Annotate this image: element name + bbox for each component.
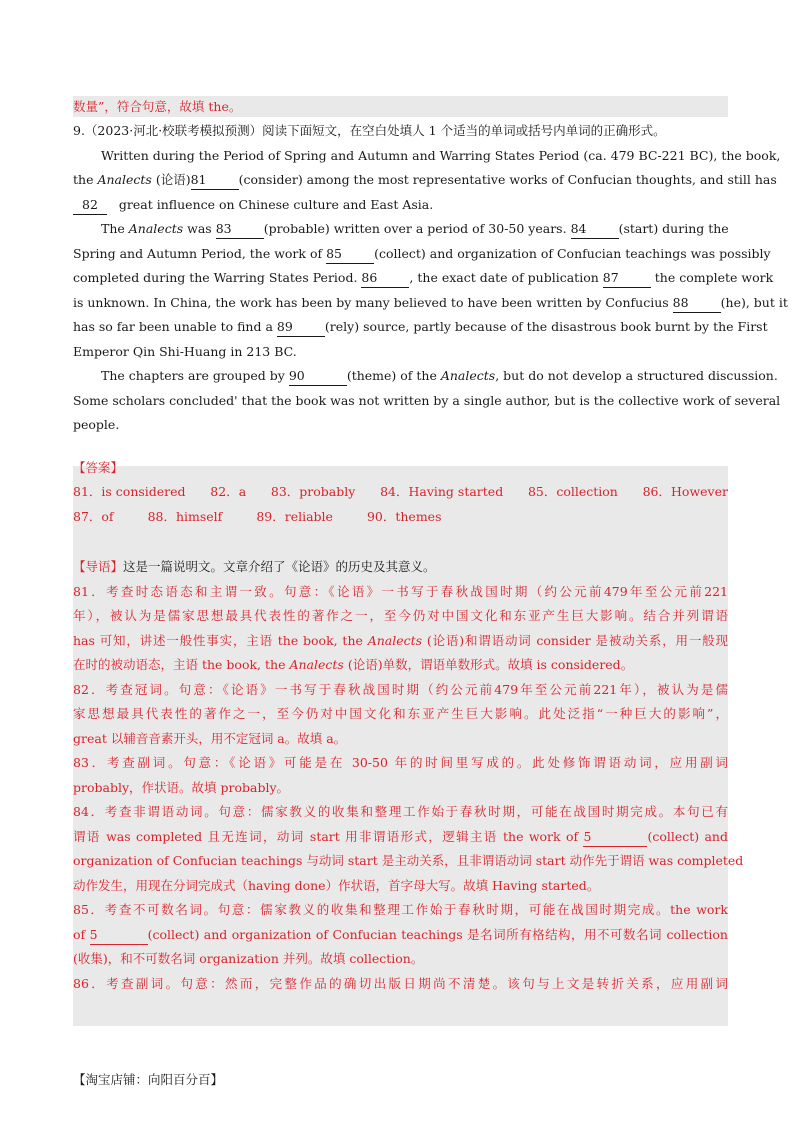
answer-82: 82．a — [210, 484, 247, 499]
p2-line-4: is unknown. In China, the work has been by many believed to have been written by Confucius 88 (he), but it — [73, 291, 728, 316]
p3-line-3: people. — [73, 417, 120, 432]
p2-line-2: Spring and Autumn Period, the work of 85 (collect) and organization of Confucian teachings was possibly — [73, 242, 728, 267]
answer-84: 84．Having started — [380, 484, 504, 499]
guide-text: 这是一篇说明文。文章介绍了《论语》的历史及其意义。 — [123, 559, 436, 574]
exp-84-line-4: 动作发生，用现在分词完成式（having done）作状语，首字母大写。故填 Having started。 — [73, 877, 600, 893]
answer-83: 83．probably — [270, 484, 356, 499]
p2-line-5: has so far been unable to find a 89 (rely) source, partly because of the disastrous book burnt by the First — [73, 315, 728, 340]
blank-88: 88 — [673, 294, 721, 313]
guide-tag: 【导语】 — [73, 559, 124, 574]
exp-81-line-2: 年），被认为是儒家思想最具代表性的著作之一，至今仍对中国文化和东亚产生巨大影响。结合并列谓语 — [73, 608, 728, 623]
exp-82-line-1: 82．考查冠词。句意：《论语》一书写于春秋战国时期（约公元前479年至公元前221年），被认为是儒 — [73, 681, 728, 697]
blank-84: 84 — [571, 220, 619, 239]
document-page — [73, 96, 788, 996]
top-line: 数量”，符合句意，故填 the。 — [73, 99, 242, 114]
p3-line-1: The chapters are grouped by 90 (theme) of the Analects, but do not develop a structured discussion. — [73, 364, 728, 389]
blank-5-a: 5 — [583, 828, 647, 847]
p2-line-3: completed during the Warring States Period. 86 , the exact date of publication 87 the complete work — [73, 266, 728, 291]
answer-row-2 — [73, 505, 728, 530]
exp-84-line-2: 谓语 was completed 且无连词，动词 start 用非谓语形式，逻辑主语 the work of 5 (collect) and — [73, 825, 728, 850]
exp-85-line-1: 85．考查不可数名词。句意：儒家教义的收集和整理工作始于春秋时期，可能在战国时期完成。the work — [73, 902, 728, 917]
answer-section — [73, 456, 744, 997]
blank-82: 82 — [73, 196, 107, 215]
blank-5-b: 5 — [90, 926, 148, 945]
exp-82-line-2: 家思想最具代表性的著作之一，至今仍对中国文化和东亚产生巨大影响。此处泛指“一种巨大的影响”， — [73, 706, 728, 721]
answer-90: 90．themes — [366, 508, 442, 524]
exp-81-line-3: has 可知，讲述一般性事实，主语 the book, the Analects (论语)和谓语动词 consider 是被动关系，用一般现 — [73, 632, 728, 648]
p1-line-1: Written during the Period of Spring and Autumn and Warring States Period (ca. 479 BC-221 BC), the book, — [101, 147, 781, 163]
book-title: Analects — [97, 172, 152, 187]
exp-84-line-3: organization of Confucian teachings 与动词 start 是主动关系，且非谓语动词 start 动作先于谓语 was completed — [73, 853, 744, 868]
answer-85: 85．collection — [527, 484, 618, 499]
blank-89: 89 — [277, 318, 325, 337]
p3-line-2: Some scholars concluded' that the book was not written by a single author, but is the collective work of several — [73, 392, 781, 408]
p1-line-2: the Analects (论语)81 (consider) among the most representative works of Confucian thoughts, and still has — [73, 168, 728, 193]
blank-85: 85 — [326, 245, 374, 264]
p2-line-6: Emperor Qin Shi-Huang in 213 BC. — [73, 343, 297, 359]
exp-85-line-3: (收集)，和不可数名词 organization 并列。故填 collection。 — [73, 951, 424, 966]
blank-87: 87 — [603, 269, 651, 288]
exp-81-line-4: 在时的被动语态，主语 the book, the Analects (论语)单数，谓语单数形式。故填 is considered。 — [73, 657, 634, 672]
exp-86-line-1: 86．考查副词。句意：然而，完整作品的确切出版日期尚不清楚。该句与上文是转折关系，应用副词 — [73, 975, 728, 991]
blank-90: 90 — [289, 367, 347, 386]
exp-81-line-1: 81．考查时态语态和主谓一致。句意：《论语》一书写于春秋战国时期（约公元前479年至公元前221 — [73, 583, 728, 599]
p2-line-1: The Analects was 83 (probable) written over a period of 30-50 years. 84 (start) during the — [73, 217, 728, 242]
exp-84-line-1: 84．考查非谓语动词。句意：儒家教义的收集和整理工作始于春秋时期，可能在战国时期完成。本句已有 — [73, 804, 728, 819]
answer-tag: 【答案】 — [73, 459, 124, 475]
passage-paragraph-3 — [73, 364, 781, 438]
footer-shop-label: 【淘宝店铺：向阳百分百】 — [73, 1072, 224, 1087]
question-header: 9.（2023·河北·校联考模拟预测）阅读下面短文，在空白处填人 1 个适当的单词或括号内单词的正确形式。 — [73, 123, 666, 138]
blank-83: 83 — [216, 220, 264, 239]
exp-83-line-1: 83．考查副词。句意：《论语》可能是在 30-50 年的时间里写成的。此处修饰谓语动词，应用副词 — [73, 755, 728, 770]
answer-88: 88．himself — [147, 508, 223, 524]
passage-paragraph-1 — [73, 144, 781, 218]
guide-line — [73, 555, 728, 580]
blank-86: 86 — [361, 269, 409, 288]
exp-83-line-2: probably，作状语。故填 probably。 — [73, 779, 290, 795]
answer-81: 81．is considered — [73, 484, 186, 499]
answer-89: 89．reliable — [256, 508, 333, 524]
answer-86: 86．However — [642, 484, 728, 499]
exp-85-line-2: of 5 (collect) and organization of Confucian teachings 是名词所有格结构，用不可数名词 collection — [73, 923, 728, 948]
exp-82-line-3: great 以辅音音素开头，用不定冠词 a。故填 a。 — [73, 730, 347, 746]
passage-paragraph-2 — [73, 217, 788, 364]
p1-line-3: 82 great influence on Chinese culture and East Asia. — [73, 193, 728, 218]
blank-81: 81 — [191, 171, 239, 190]
answer-87: 87．of — [73, 508, 114, 524]
answer-row-1 — [73, 480, 728, 505]
